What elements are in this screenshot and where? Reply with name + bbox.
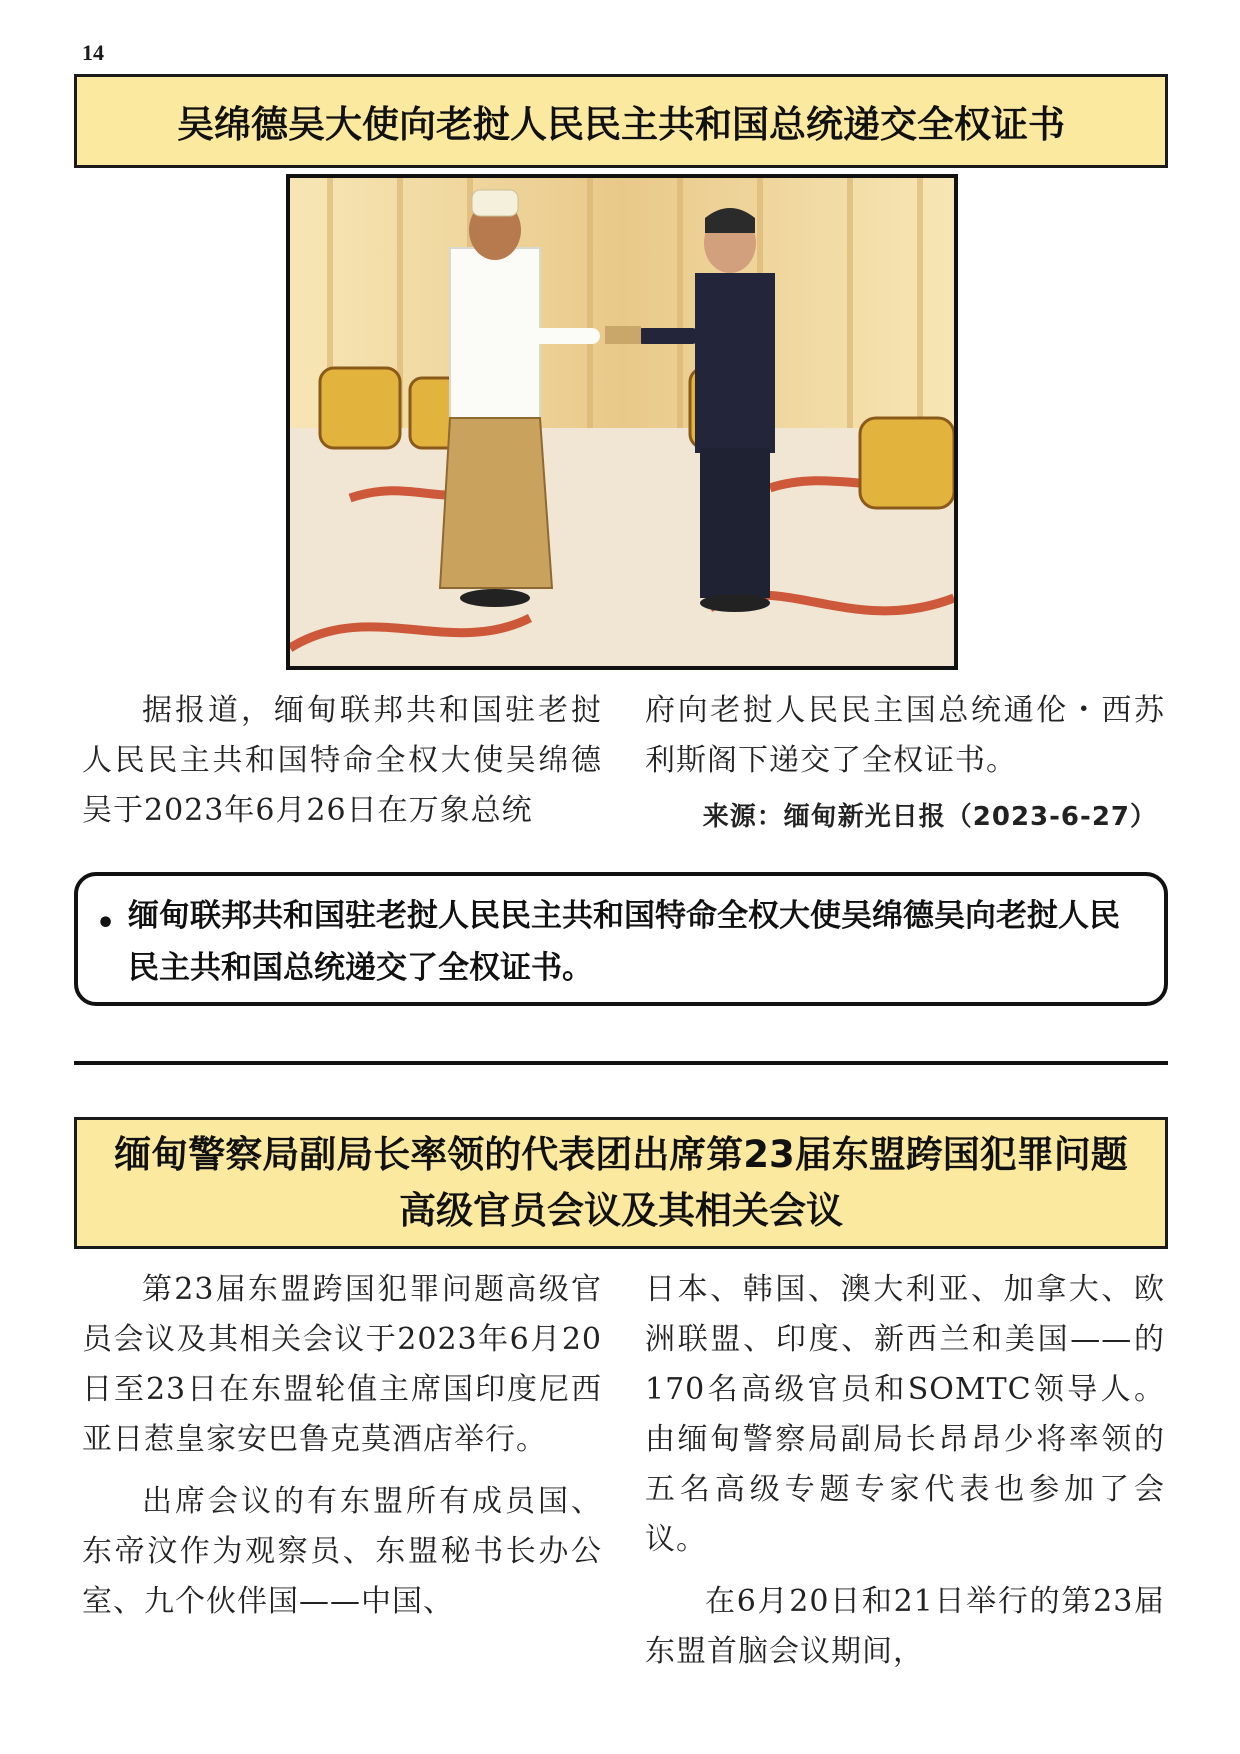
article-2-body-right: [645, 1265, 1165, 1689]
page-number: 14: [82, 40, 104, 65]
photo-credentials-presentation: [286, 174, 958, 670]
article-2-headline: [74, 1117, 1168, 1249]
article-1-body-left: [82, 686, 602, 848]
article-2-paragraph-2-continued: 日本、韩国、澳大利亚、加拿大、欧洲联盟、印度、新西兰和美国——的170名高级官员和SOMTC领导人。由缅甸警察局副局长昂昂少将率领的五名高级专题专家代表也参加了会议。: [645, 1272, 1165, 1557]
article-1-source: 来源：缅甸新光日报（2023-6-27）: [702, 802, 1157, 832]
article-1-body-right: [645, 686, 1165, 832]
bullet-icon: •: [96, 906, 116, 941]
article-1-paragraph-1-continued: 府向老挝人民民主国总统通伦・西苏利斯阁下递交了全权证书。: [645, 693, 1165, 778]
article-1-summary-box: [74, 872, 1168, 1006]
article-2-paragraph-2: 出席会议的有东盟所有成员国、东帝汶作为观察员、东盟秘书长办公室、九个伙伴国——中国、: [82, 1484, 602, 1619]
article-2-body-left: [82, 1265, 602, 1639]
photo-illustration: [290, 178, 954, 666]
article-1-headline: [74, 74, 1168, 168]
article-2-paragraph-1: 第23届东盟跨国犯罪问题高级官员会议及其相关会议于2023年6月20日至23日在东盟轮值主席国印度尼西亚日惹皇家安巴鲁克莫酒店举行。: [82, 1272, 602, 1457]
section-divider: [74, 1061, 1168, 1065]
article-1-paragraph-1: 据报道，缅甸联邦共和国驻老挝人民民主共和国特命全权大使吴绵德吴于2023年6月26日在万象总统: [82, 693, 602, 828]
article-2-paragraph-3: 在6月20日和21日举行的第23届东盟首脑会议期间，: [645, 1584, 1165, 1669]
article-1-headline-text: 吴绵德吴大使向老挝人民民主共和国总统递交全权证书: [177, 103, 1065, 146]
article-1-summary-text: 缅甸联邦共和国驻老挝人民民主共和国特命全权大使吴绵德吴向老挝人民民主共和国总统递交了全权证书。: [128, 898, 1120, 986]
article-2-headline-text: 缅甸警察局副局长率领的代表团出席第23届东盟跨国犯罪问题高级官员会议及其相关会议: [114, 1133, 1128, 1232]
